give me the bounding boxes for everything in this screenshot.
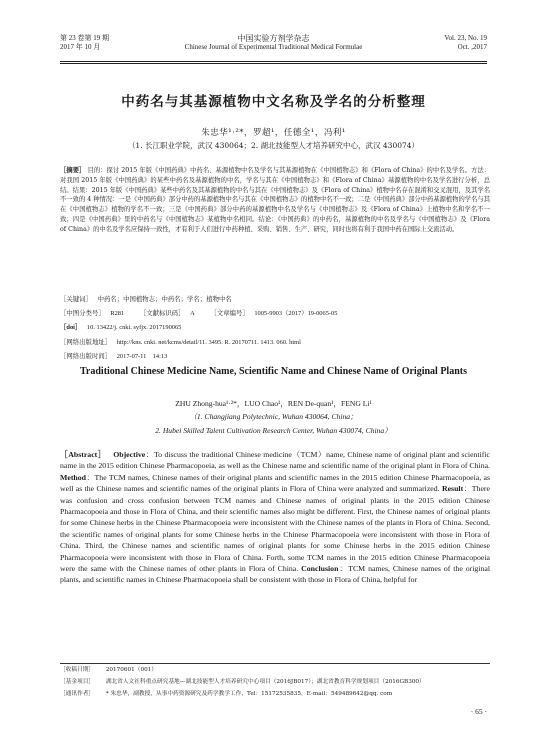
article-number-label: ［文章编号］ [210, 310, 249, 317]
journal-name-cn: 中国实验方剂学杂志 [237, 34, 310, 43]
authors-cn: 朱忠华¹·²*，罗超¹，任德全¹，冯利¹ [201, 128, 346, 138]
volume-cn: 第 23 卷第 19 期 [60, 34, 109, 42]
keywords-label: ［关键词］ [60, 296, 92, 303]
keywords: 中药名；中国植物志；中药名；学名；植物中名 [97, 296, 232, 303]
doi-line [60, 323, 490, 332]
fund-text: 湖北省人文社科重点研究基地—湖北技能型人才培养研究中心项目（2016JB017）；湖北省教育科学规划项目（2016GB300） [105, 679, 425, 685]
online-url-label: ［网络出版地址］ [60, 339, 112, 346]
abstract-cn-label: ［摘要］ [60, 167, 86, 174]
method-label: Method [60, 472, 86, 482]
date-en: Oct. ,2017 [457, 43, 487, 51]
clc-number: R281 [110, 310, 125, 317]
affiliation-en-1: （1. Changjiang Polytechnic, Wuhan 430064, China； [189, 412, 358, 421]
abstract-en [60, 449, 490, 586]
authors-en: ZHU Zhong-hua¹·²*，LUO Chao¹，REN De-quan¹，FENG Li¹ [175, 399, 372, 408]
conclusion-text: ：TCM names, Chinese names of the original plants, and scientific names in Chinese Pharmacopoeia shall be consistent with those in Flora of China, helpful for [60, 564, 490, 585]
header-rule-thin [60, 63, 487, 64]
article-title-cn: 中药名与其基源植物中文名称及学名的分析整理 [121, 94, 426, 110]
conclusion-label: Conclusion [301, 564, 339, 574]
abstract-cn [60, 166, 490, 235]
received-label: ［收稿日期］ [60, 667, 95, 673]
corresponding-author-text: * 朱忠华，副教授，从事中药资源研究及药学教学工作，Tel：15172535835，E-mail：549489642@qq. com [105, 691, 393, 697]
footnote-author [60, 690, 490, 698]
journal-name-en: Chinese Journal of Experimental Traditional Medical Formulae [184, 43, 363, 51]
doc-code: A [190, 310, 195, 317]
doi: 10. 13422/j. cnki. syfjx. 2017190065 [86, 324, 182, 331]
online-url-link[interactable]: http://kns. cnki. net/kcms/detail/11. 3495. R. 20170711. 1413. 060. html [116, 339, 301, 346]
clc-label: ［中图分类号］ [60, 310, 105, 317]
online-url-line [60, 338, 490, 347]
abstract-cn-text: 目的：探讨 2015 年版《中国药典》中药名、基源植物中名及学名与其基源植物在《中国植物志》和《Flora of China》的中名及学名。方法：对我国 2015 年版《中国药典》的某些中药名及基源植物的中名，学名与其在《中国植物志》和《Flora of China》基源植物的中名及学名进行分析，总结。结果：2015 年版《中国药典》某些中药名及其基源植物的中名与其在《中国植物志》及《Flora of China》植物中名存在混淆和交叉混用，及其学名不一致的 4 种情况：一是《中国药典》部分中药的基源植物中名与其在《中国植物志》的植物中名不一致；二是《中国药典》部分中药基源植物的学名与其在《中国植物志》植物的学名不一致；三是《中国药典》部分中药的基源植物中名及学名与《中国植物志》及《Flora of China》上植物中名和学名不一致；四是《中国药典》里的中药名与《中国植物志》某植物中名相同。结论：《中国药典》的中药名，基源植物的中名及学名与《中国植物志》及《Flora of China》的中名及学名应保持一致性，才有利于人们进行中药种植、采购、销售、生产、研究，同时也将有利于我国中药在国际上交流活动。 [60, 167, 490, 233]
doc-code-label: ［文献标识码］ [139, 310, 185, 317]
online-time-line [60, 352, 490, 361]
doi-label: ［doi］ [60, 324, 82, 331]
fund-label: ［基金项目］ [60, 679, 95, 685]
page-number: · 65 · [470, 707, 487, 716]
header-right [444, 34, 487, 52]
received-date: 20170601（001） [105, 667, 157, 673]
online-time: 2017-07-11 14:13 [116, 353, 168, 360]
header-center [60, 34, 487, 52]
article-title-en: Traditional Chinese Medicine Name, Scientific Name and Chinese Name of Original Plants [79, 366, 467, 377]
header-rule [60, 61, 487, 62]
corresponding-author-label: ［通讯作者］ [60, 691, 95, 697]
running-header [60, 34, 487, 60]
article-number: 1005-9903（2017）19-0065-05 [254, 310, 338, 317]
footnote-received [60, 666, 490, 674]
result-label: Result [441, 484, 464, 494]
method-text: ：The TCM names, Chinese names of their original plants and scientific names in the 2015 edition Chinese Pharmacopoeia, as well as the Chinese names and scientific names of the original plants in Flora of China were analyzed and summarized. [60, 472, 490, 494]
keywords-line [60, 295, 490, 304]
online-time-label: ［网络出版时间］ [60, 353, 112, 360]
volume-en: Vol. 23, No. 19 [444, 34, 487, 42]
result-text: ：There was confusion and cross confusion between TCM names and Chinese names of original plants in the 2015 edition Chinese Pharmacopoeia and those in Flora of China, and their scientific names also might be different. First, the Chinese names of original plants for some Chinese herbs in the Chinese Pharmacopoeia were inconsistent with the Chinese names of the plants in Flora of China. Second, the scientific names of original plants for some Chinese herbs in the Chinese Pharmacopoeia were inconsistent with those in Flora of China. Third, the Chinese names and scientific names of original plants for some Chinese herbs in the 2015 edition Chinese Pharmacopoeia were inconsistent with those in Flora of China. Forth, some TCM names in the 2015 edition Chinese Pharmacopoeia were the same with the Chinese names of other plants in Flora of China. [60, 484, 490, 574]
affiliations-cn: （1. 长江职业学院，武汉 430064；2. 湖北技能型人才培养研究中心，武汉 430074） [127, 141, 420, 150]
footnote-fund [60, 678, 490, 686]
date-cn: 2017 年 10 月 [60, 43, 101, 51]
footnote-rule [60, 663, 490, 664]
objective-text: ：To discuss the traditional Chinese medicine（TCM）name, Chinese name of original plant and scientific name in the 2015 edition Chinese Pharmacopoeia, as well as the Chinese name and scientific name of the original plant in Flora of China. [60, 450, 490, 471]
abstract-en-label: ［Abstract］ [60, 450, 106, 459]
classification-line [60, 309, 490, 318]
affiliation-en-2: 2. Hubei Skilled Talent Cultivation Research Center, Wuhan 430074, China） [155, 426, 392, 435]
objective-label: Objective [113, 450, 146, 459]
